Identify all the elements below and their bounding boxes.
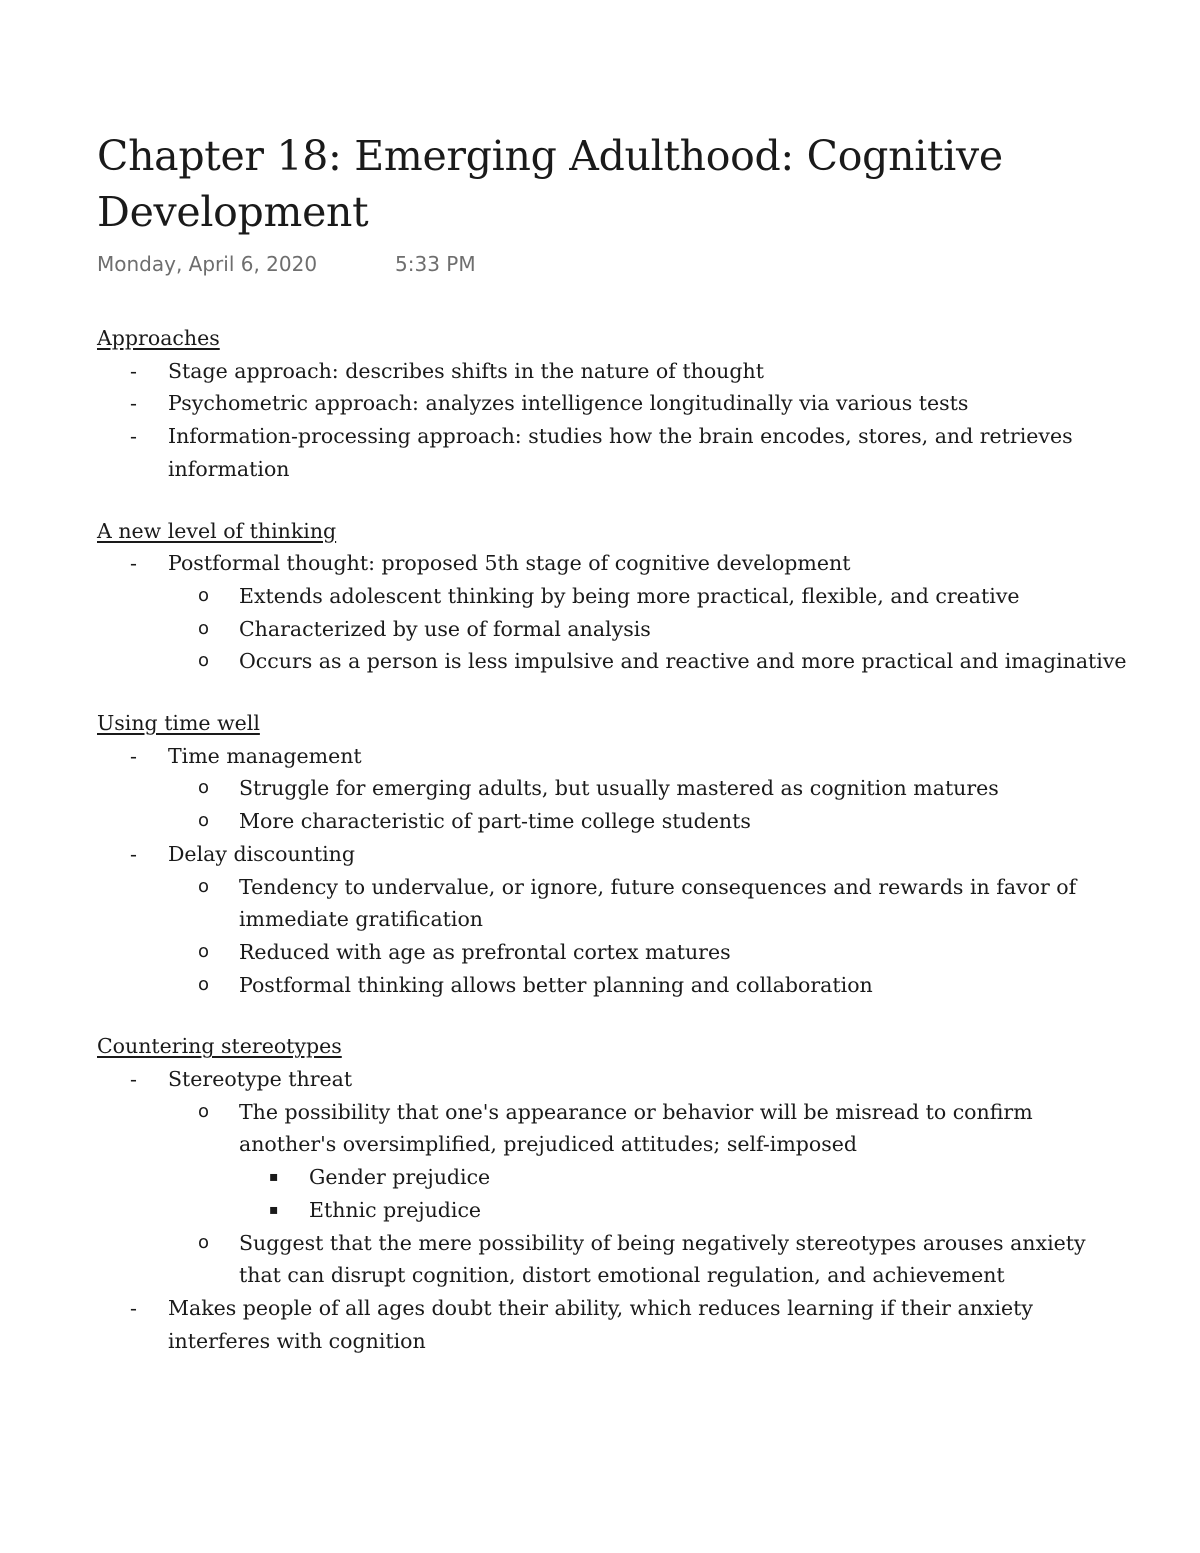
- list-item-text: Makes people of all ages doubt their ability, which reduces learning if their anxiety interferes with cognition: [168, 1295, 1033, 1353]
- list-item: [97, 740, 1127, 773]
- list-item-text: Reduced with age as prefrontal cortex matures: [239, 939, 731, 964]
- circle-bullet-icon: o: [198, 777, 210, 799]
- sub-list-item: [97, 936, 1127, 969]
- circle-bullet-icon: o: [198, 940, 210, 962]
- note-body: [97, 322, 1127, 1386]
- list-item: [97, 355, 1127, 388]
- list-item-text: Tendency to undervalue, or ignore, future consequences and rewards in favor of immediate gratification: [239, 874, 1077, 932]
- sub-list-item: [97, 645, 1127, 678]
- list-item-text: Stereotype threat: [168, 1067, 353, 1092]
- section-countering-stereotypes: [97, 1030, 1127, 1357]
- note-date: Monday, April 6, 2020: [97, 252, 318, 276]
- dash-bullet-icon: -: [130, 551, 137, 576]
- list-item: [97, 838, 1127, 871]
- sub-list-item: [97, 1096, 1127, 1161]
- square-bullet-icon: ▪: [269, 1201, 279, 1218]
- list-item-text: Gender prejudice: [309, 1165, 491, 1190]
- sub-list-item: [97, 805, 1127, 838]
- note-timestamp: [97, 252, 476, 276]
- section-heading: Approaches: [97, 326, 220, 350]
- circle-bullet-icon: o: [198, 617, 210, 639]
- list-item-text: Ethnic prejudice: [309, 1197, 482, 1222]
- dash-bullet-icon: -: [130, 1295, 137, 1320]
- sub-list-item: [97, 580, 1127, 613]
- section-heading: Countering stereotypes: [97, 1034, 342, 1059]
- list-item: [97, 1292, 1127, 1357]
- list-item: [97, 387, 1127, 420]
- list-item-text: Information-processing approach: studies how the brain encodes, stores, and retrieves information: [168, 424, 1073, 481]
- list-item: [97, 547, 1127, 580]
- circle-bullet-icon: o: [198, 810, 210, 832]
- dash-bullet-icon: -: [130, 358, 137, 383]
- section-heading: Using time well: [97, 711, 260, 736]
- sub-sub-list-item: [97, 1194, 1127, 1227]
- sub-list-item: [97, 1227, 1127, 1292]
- sub-list-item: [97, 613, 1127, 646]
- section-new-level-of-thinking: [97, 515, 1127, 679]
- list-item: [97, 1063, 1127, 1096]
- circle-bullet-icon: o: [198, 875, 210, 897]
- section-heading: A new level of thinking: [97, 518, 337, 543]
- list-item-text: Postformal thinking allows better planning and collaboration: [239, 972, 873, 997]
- circle-bullet-icon: o: [198, 973, 210, 995]
- dash-bullet-icon: -: [130, 841, 137, 866]
- dash-bullet-icon: -: [130, 391, 137, 416]
- list-item-text: Psychometric approach: analyzes intelligence longitudinally via various tests: [168, 391, 969, 416]
- sub-sub-list-item: [97, 1161, 1127, 1194]
- list-item-text: Struggle for emerging adults, but usually mastered as cognition matures: [239, 776, 999, 801]
- circle-bullet-icon: o: [198, 650, 210, 672]
- circle-bullet-icon: o: [198, 584, 210, 606]
- list-item-text: Suggest that the mere possibility of being negatively stereotypes arouses anxiety that can disrupt cognition, distort emotional regulation, and achievement: [239, 1230, 1086, 1288]
- list-item-text: Time management: [168, 743, 362, 768]
- list-item-text: Stage approach: describes shifts in the nature of thought: [168, 358, 764, 383]
- list-item: [97, 420, 1127, 485]
- list-item-text: Occurs as a person is less impulsive and reactive and more practical and imaginative: [239, 649, 1127, 674]
- page-title: Chapter 18: Emerging Adulthood: Cognitive Development: [97, 132, 1003, 236]
- section-using-time-well: [97, 707, 1127, 1001]
- dash-bullet-icon: -: [130, 1067, 137, 1092]
- sub-list-item: [97, 871, 1127, 936]
- sub-list-item: [97, 772, 1127, 805]
- list-item-text: More characteristic of part-time college students: [239, 809, 751, 834]
- circle-bullet-icon: o: [198, 1100, 210, 1122]
- dash-bullet-icon: -: [130, 424, 137, 449]
- list-item-text: Delay discounting: [168, 841, 355, 866]
- list-item-text: The possibility that one's appearance or behavior will be misread to confirm another's oversimplified, prejudiced attitudes; self-imposed: [239, 1099, 1033, 1157]
- note-time: 5:33 PM: [395, 252, 476, 276]
- list-item-text: Characterized by use of formal analysis: [239, 616, 651, 641]
- list-item-text: Postformal thought: proposed 5th stage of cognitive development: [168, 551, 851, 576]
- square-bullet-icon: ▪: [269, 1169, 279, 1186]
- dash-bullet-icon: -: [130, 743, 137, 768]
- section-approaches: [97, 322, 1127, 486]
- sub-list-item: [97, 969, 1127, 1002]
- list-item-text: Extends adolescent thinking by being more practical, flexible, and creative: [239, 583, 1020, 608]
- circle-bullet-icon: o: [198, 1231, 210, 1253]
